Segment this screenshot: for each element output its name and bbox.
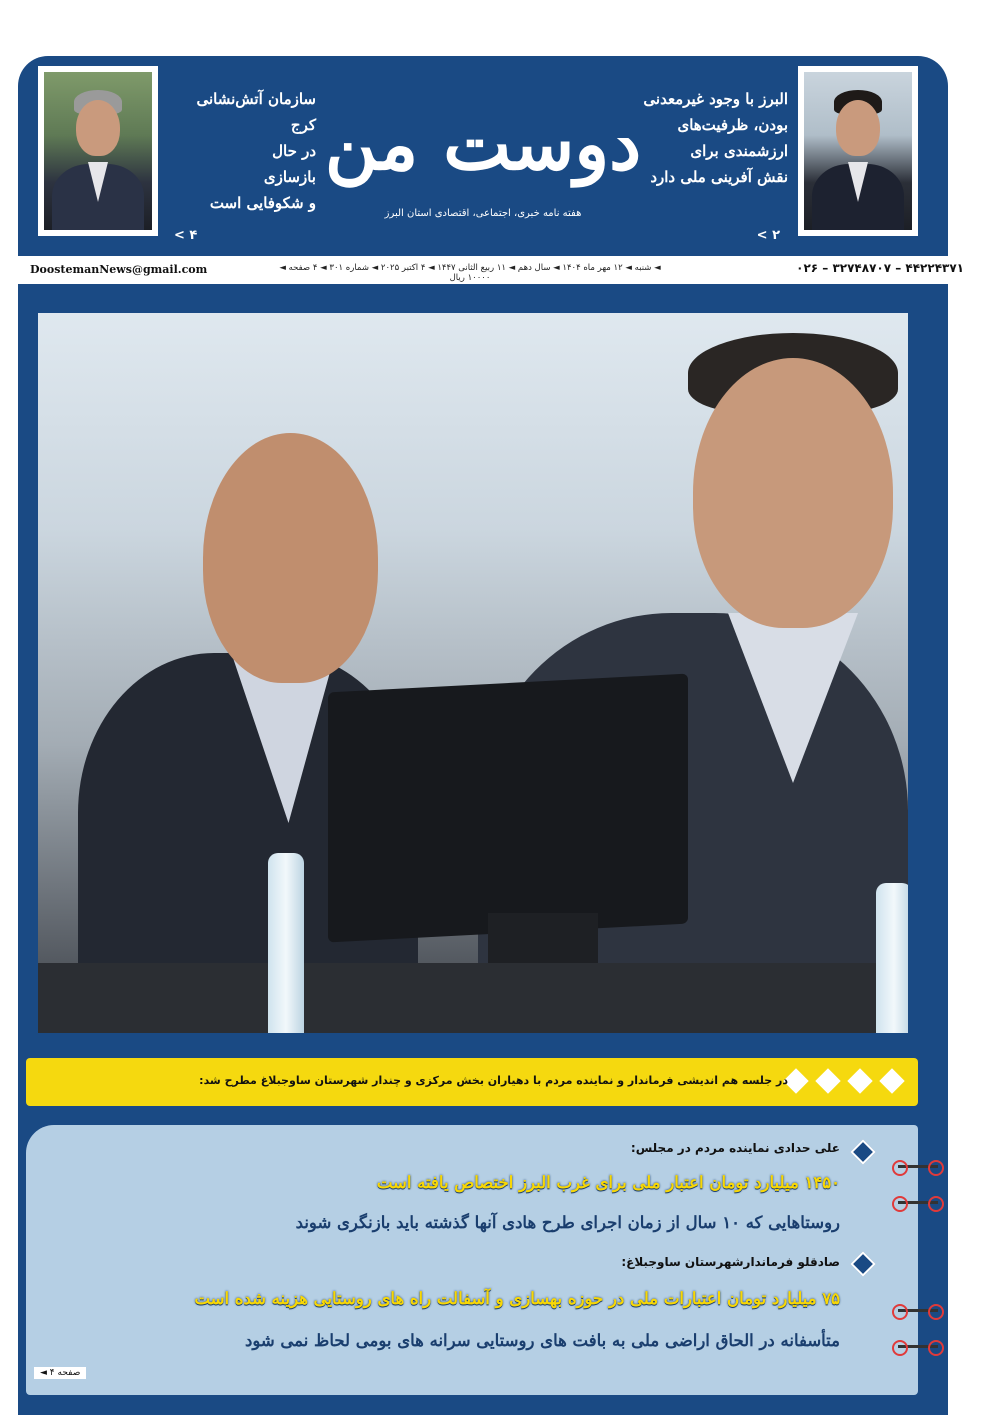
ring-binder-icon [892, 1304, 944, 1318]
headline-1b[interactable]: روستاهایی که ۱۰ سال از زمان اجرای طرح هادی آنها گذشته باید بازنگری شوند [295, 1213, 840, 1232]
diamond-bullet-icon [850, 1251, 875, 1276]
diamond-bullet-icon [850, 1139, 875, 1164]
teaser-right-headline[interactable]: البرز با وجود غیرمعدنی بودن، ظرفیت‌های ارزشمندی برای نقش آفرینی ملی دارد [643, 90, 788, 186]
teaser-left-headline[interactable]: سازمان آتش‌نشانی کرج در حال بازسازی و شکوفایی است [196, 90, 316, 212]
masthead [18, 56, 948, 254]
headline-1a[interactable]: ۱۴۵۰ میلیارد تومان اعتبار ملی برای غرب البرز اختصاص یافته است [376, 1173, 840, 1192]
news-source-1: علی حدادی نماینده مردم در مجلس: [630, 1141, 840, 1155]
teaser-left-photo[interactable] [38, 66, 158, 236]
contact-email[interactable]: DoostemanNews@gmail.com [30, 263, 208, 276]
photo-water-bottle [268, 853, 304, 1033]
teaser-right-page-ref[interactable]: ۲ > [756, 228, 780, 243]
newspaper-logo: دوست من [324, 101, 642, 186]
contact-phone: ۰۲۶ – ۳۲۷۴۸۷۰۷ – ۴۴۲۲۴۳۷۱ [796, 261, 964, 275]
teaser-right-photo[interactable] [798, 66, 918, 236]
headline-2a[interactable]: ۷۵ میلیارد تومان اعتبارات ملی در حوزه بهسازی و آسفالت راه های روستایی هزینه شده است [194, 1289, 840, 1308]
headline-2b[interactable]: متأسفانه در الحاق اراضی ملی به بافت های روستایی سرانه های بومی لحاظ نمی شود [244, 1331, 840, 1350]
photo-caption: در جلسه هم اندیشی فرماندار و نماینده مردم با دهیاران بخش مرکزی و چندار شهرستان ساوجبلاغ مطرح شد: [199, 1074, 788, 1087]
teaser-left-page-ref[interactable]: ۴ > [174, 228, 198, 243]
caption-diamonds [784, 1070, 904, 1092]
issue-info-bar [0, 256, 1000, 284]
photo-monitor [328, 674, 688, 943]
page-footer-ref[interactable]: صفحه ۴ ◄ [34, 1367, 86, 1379]
issue-details: ◄ شنبه ◄ ۱۲ مهر ماه ۱۴۰۴ ◄ سال دهم ◄ ۱۱ ربیع الثانی ۱۴۴۷ ◄ ۴ اکتبر ۲۰۲۵ ◄ شماره ۳۰۱ ◄ ۴ صفحه ◄ ۱۰۰۰۰ ریال [279, 263, 661, 283]
news-source-2: صادقلو فرماندارشهرستان ساوجبلاغ: [621, 1255, 840, 1269]
newspaper-subtitle: هفته نامه خبری، اجتماعی، اقتصادی استان البرز [384, 208, 582, 219]
photo-caption-bar [26, 1058, 918, 1106]
ring-binder-icon [892, 1160, 944, 1174]
ring-binder-icon [892, 1196, 944, 1210]
ring-binder-icon [892, 1340, 944, 1354]
main-photo [38, 313, 908, 1033]
news-box [26, 1125, 918, 1395]
